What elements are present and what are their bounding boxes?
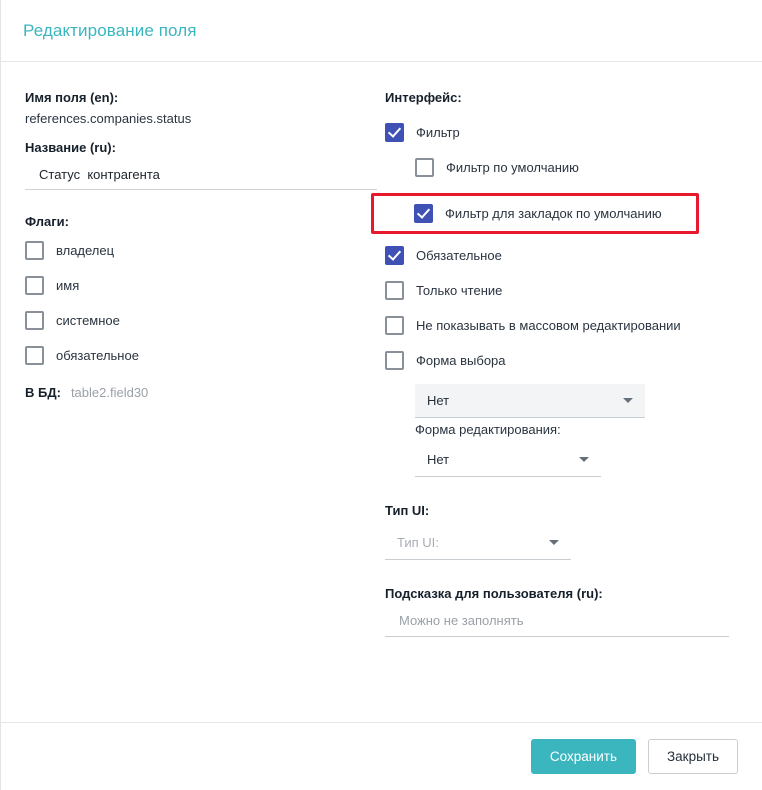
flag-system-checkbox[interactable] (25, 311, 44, 330)
hide-mass-edit-row[interactable] (385, 316, 738, 335)
select-form-dropdown[interactable] (415, 384, 645, 418)
ui-type-label: Тип UI: (385, 503, 430, 518)
flag-system-label: системное (56, 313, 120, 328)
page-title: Редактирование поля (23, 20, 197, 40)
title-ru-input[interactable] (25, 161, 377, 190)
left-column (25, 90, 363, 722)
flag-required-label: обязательное (56, 348, 139, 363)
highlight-annotation (371, 193, 699, 234)
hide-mass-edit-checkbox[interactable] (385, 316, 404, 335)
ui-type-dropdown[interactable] (385, 526, 571, 560)
close-button[interactable]: Закрыть (648, 739, 738, 774)
filter-bookmarks-default-checkbox[interactable] (414, 204, 433, 223)
select-form-value: Нет (427, 393, 450, 408)
edit-form-dropdown[interactable] (415, 443, 601, 477)
flag-name-label: имя (56, 278, 80, 293)
required-label: Обязательное (416, 248, 502, 263)
dialog-body (1, 62, 762, 722)
hint-input[interactable] (385, 607, 729, 637)
flag-name-checkbox[interactable] (25, 276, 44, 295)
db-label: В БД: (25, 385, 61, 400)
window-topbar (1, 0, 762, 2)
chevron-down-icon (549, 540, 559, 545)
hide-mass-edit-label: Не показывать в массовом редактировании (416, 318, 681, 333)
edit-form-dropdown-wrap (415, 443, 645, 477)
readonly-label: Только чтение (416, 283, 503, 298)
hint-block (385, 586, 738, 637)
flag-owner-row[interactable] (25, 241, 351, 260)
filter-bookmarks-default-row[interactable] (414, 204, 686, 223)
db-value: table2.field30 (70, 385, 149, 400)
select-form-dropdown-wrap (415, 384, 645, 418)
readonly-checkbox[interactable] (385, 281, 404, 300)
chevron-down-icon (623, 398, 633, 403)
select-form-row[interactable] (385, 351, 738, 370)
filter-row[interactable] (385, 123, 738, 142)
flag-system-row[interactable] (25, 311, 351, 330)
hint-label: Подсказка для пользователя (ru): (385, 586, 603, 601)
required-row[interactable] (385, 246, 738, 265)
flag-owner-label: владелец (56, 243, 115, 258)
dialog-header (1, 0, 762, 62)
select-form-label: Форма выбора (416, 353, 506, 368)
flags-list (25, 241, 351, 365)
edit-form-value: Нет (427, 452, 450, 467)
chevron-down-icon (579, 457, 589, 462)
flag-owner-checkbox[interactable] (25, 241, 44, 260)
select-form-checkbox[interactable] (385, 351, 404, 370)
save-button[interactable]: Сохранить (531, 739, 636, 774)
right-column (363, 90, 738, 722)
filter-checkbox[interactable] (385, 123, 404, 142)
field-name-label: Имя поля (en): (25, 90, 119, 105)
flag-required-row[interactable] (25, 346, 351, 365)
filter-bookmarks-default-label: Фильтр для закладок по умолчанию (445, 206, 662, 221)
flag-name-row[interactable] (25, 276, 351, 295)
flags-label: Флаги: (25, 214, 69, 229)
field-name-value: references.companies.status (25, 111, 192, 126)
dialog-footer (1, 722, 762, 790)
edit-form-label: Форма редактирования: (415, 422, 561, 437)
ui-type-value: Тип UI: (397, 535, 439, 550)
filter-default-row[interactable] (415, 158, 738, 177)
ui-type-block (385, 503, 738, 560)
flag-required-checkbox[interactable] (25, 346, 44, 365)
filter-default-checkbox[interactable] (415, 158, 434, 177)
filter-default-label: Фильтр по умолчанию (446, 160, 579, 175)
required-checkbox[interactable] (385, 246, 404, 265)
filter-label: Фильтр (416, 125, 460, 140)
readonly-row[interactable] (385, 281, 738, 300)
interface-label: Интерфейс: (385, 90, 462, 105)
title-ru-label: Название (ru): (25, 140, 116, 155)
db-row (25, 385, 351, 400)
